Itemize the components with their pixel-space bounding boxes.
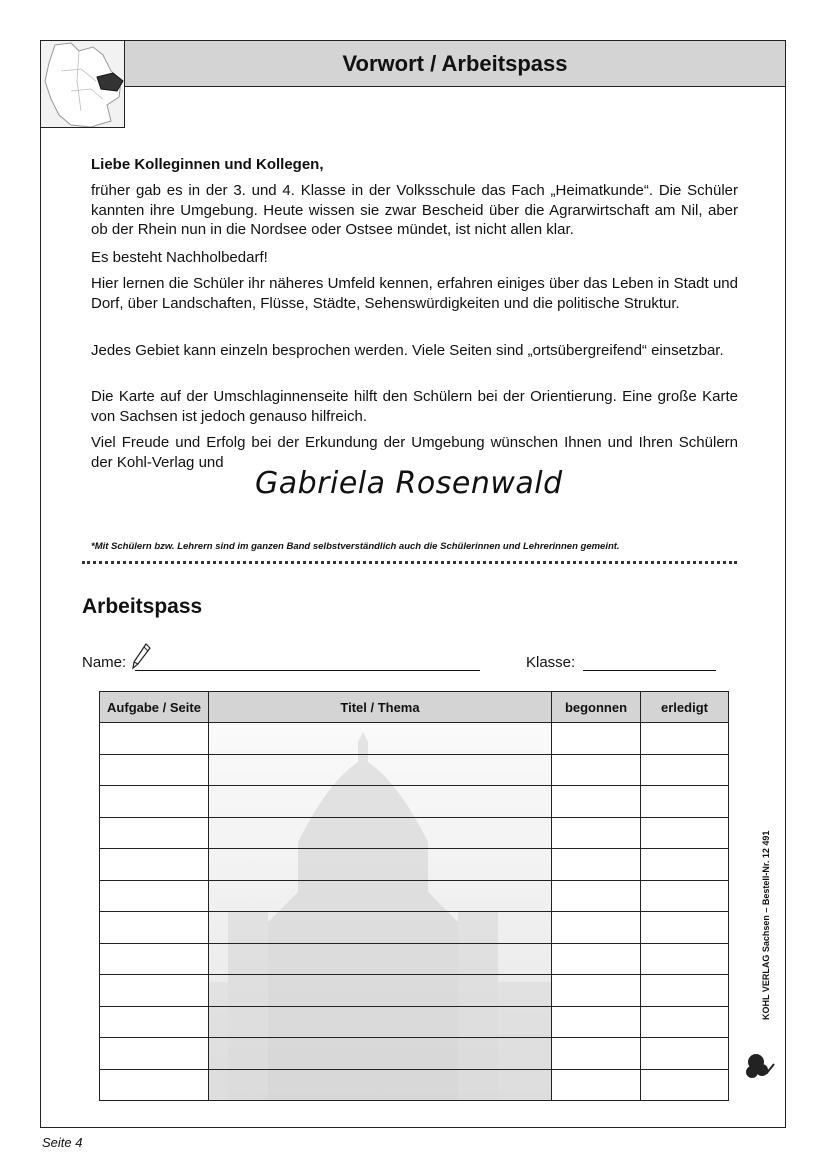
col-header-aufgabe: Aufgabe / Seite — [100, 692, 209, 723]
begonnen-cell[interactable] — [552, 943, 641, 975]
table-row — [100, 817, 729, 849]
titel-cell[interactable] — [209, 975, 552, 1007]
titel-cell[interactable] — [209, 912, 552, 944]
erledigt-cell[interactable] — [641, 754, 729, 786]
table-row — [100, 849, 729, 881]
erledigt-cell[interactable] — [641, 723, 729, 755]
titel-cell[interactable] — [209, 786, 552, 818]
page-title: Vorwort / Arbeitspass — [342, 50, 568, 76]
aufgabe-cell[interactable] — [100, 943, 209, 975]
name-label: Name: — [82, 654, 127, 671]
aufgabe-cell[interactable] — [100, 912, 209, 944]
letter-paragraph-3: Hier lernen die Schüler ihr näheres Umfeld kennen, erfahren einiges über das Leben in Stadt und Dorf, über Landschaften, Flüsse, Städte, Sehenswürdigkeiten und die politische Struktur. — [91, 275, 738, 312]
titel-cell[interactable] — [209, 1038, 552, 1070]
klasse-label: Klasse: — [526, 654, 576, 671]
erledigt-cell[interactable] — [641, 786, 729, 818]
germany-map-thumbnail — [40, 40, 125, 128]
aufgabe-cell[interactable] — [100, 1038, 209, 1070]
letter-paragraph-5: Die Karte auf der Umschlaginnenseite hilft den Schülern bei der Orientierung. Eine große Karte von Sachsen ist jedoch genauso hilfreich. — [91, 388, 738, 425]
titel-cell[interactable] — [209, 880, 552, 912]
kohl-logo-icon — [744, 1040, 778, 1085]
erledigt-cell[interactable] — [641, 880, 729, 912]
dotted-divider — [82, 561, 737, 564]
titel-cell[interactable] — [209, 1006, 552, 1038]
begonnen-cell[interactable] — [552, 880, 641, 912]
letter-paragraph-4: Jedes Gebiet kann einzeln besprochen werden. Viele Seiten sind „ortsübergreifend“ einsetzbar. — [91, 342, 724, 359]
begonnen-cell[interactable] — [552, 1069, 641, 1101]
erledigt-cell[interactable] — [641, 975, 729, 1007]
aufgabe-cell[interactable] — [100, 849, 209, 881]
aufgabe-cell[interactable] — [100, 754, 209, 786]
erledigt-cell[interactable] — [641, 849, 729, 881]
titel-cell[interactable] — [209, 754, 552, 786]
titel-cell[interactable] — [209, 943, 552, 975]
aufgabe-cell[interactable] — [100, 723, 209, 755]
col-header-erledigt: erledigt — [641, 692, 729, 723]
letter-paragraph-6: Viel Freude und Erfolg bei der Erkundung der Umgebung wünschen Ihnen und Ihren Schülern der Kohl-Verlag und — [91, 434, 738, 471]
table-row — [100, 723, 729, 755]
aufgabe-cell[interactable] — [100, 975, 209, 1007]
aufgabe-cell[interactable] — [100, 1069, 209, 1101]
begonnen-cell[interactable] — [552, 786, 641, 818]
begonnen-cell[interactable] — [552, 975, 641, 1007]
titel-cell[interactable] — [209, 817, 552, 849]
page-number: Seite 4 — [42, 1135, 83, 1150]
letter-paragraph-2: Es besteht Nachholbedarf! — [91, 249, 268, 266]
table-row — [100, 1038, 729, 1070]
titel-cell[interactable] — [209, 849, 552, 881]
side-order-info — [758, 830, 778, 1020]
table-row — [100, 754, 729, 786]
side-text: KOHL VERLAG Sachsen – Bestell-Nr. 12 491 — [761, 830, 771, 1020]
arbeitspass-table — [99, 691, 729, 1101]
begonnen-cell[interactable] — [552, 849, 641, 881]
col-header-begonnen: begonnen — [552, 692, 641, 723]
titel-cell[interactable] — [209, 723, 552, 755]
table-row — [100, 1006, 729, 1038]
erledigt-cell[interactable] — [641, 1038, 729, 1070]
begonnen-cell[interactable] — [552, 723, 641, 755]
erledigt-cell[interactable] — [641, 817, 729, 849]
klasse-field[interactable] — [583, 670, 716, 671]
table-row — [100, 786, 729, 818]
erledigt-cell[interactable] — [641, 1069, 729, 1101]
table-row — [100, 975, 729, 1007]
table-row — [100, 880, 729, 912]
aufgabe-cell[interactable] — [100, 786, 209, 818]
name-field[interactable] — [135, 670, 480, 671]
begonnen-cell[interactable] — [552, 817, 641, 849]
begonnen-cell[interactable] — [552, 1006, 641, 1038]
signature: Gabriela Rosenwald — [255, 466, 563, 501]
erledigt-cell[interactable] — [641, 943, 729, 975]
table-row — [100, 943, 729, 975]
begonnen-cell[interactable] — [552, 754, 641, 786]
title-bar — [124, 40, 786, 87]
begonnen-cell[interactable] — [552, 912, 641, 944]
aufgabe-cell[interactable] — [100, 817, 209, 849]
aufgabe-cell[interactable] — [100, 1006, 209, 1038]
titel-cell[interactable] — [209, 1069, 552, 1101]
arbeitspass-heading: Arbeitspass — [82, 595, 203, 618]
letter-paragraph-1: früher gab es in der 3. und 4. Klasse in der Volksschule das Fach „Heimatkunde“. Die Schüler kannten ihre Umgebung. Heute wissen sie zwar Bescheid über die Agrarwirtschaft am Nil, aber ob der Rhein nun in die Nordsee oder Ostsee mündet, ist nicht allen klar. — [91, 182, 738, 238]
col-header-titel: Titel / Thema — [209, 692, 552, 723]
table-row — [100, 1069, 729, 1101]
table-row — [100, 912, 729, 944]
aufgabe-cell[interactable] — [100, 880, 209, 912]
erledigt-cell[interactable] — [641, 1006, 729, 1038]
begonnen-cell[interactable] — [552, 1038, 641, 1070]
letter-greeting: Liebe Kolleginnen und Kollegen, — [91, 156, 324, 173]
erledigt-cell[interactable] — [641, 912, 729, 944]
footnote: *Mit Schülern bzw. Lehrern sind im ganzen Band selbstverständlich auch die Schülerinnen und Lehrerinnen gemeint. — [91, 541, 620, 552]
